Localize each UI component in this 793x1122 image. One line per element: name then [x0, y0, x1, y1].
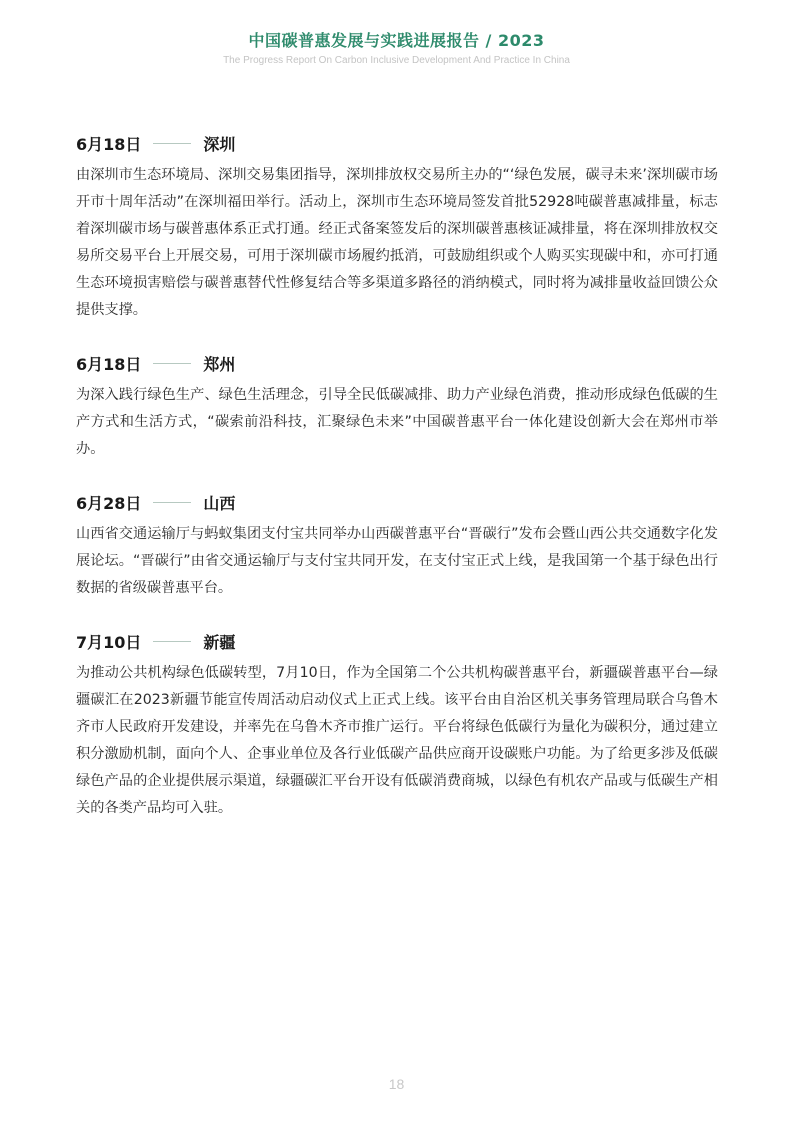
timeline-entry	[76, 489, 718, 602]
entry-location: 新疆	[203, 632, 236, 652]
heading-divider-line	[153, 502, 191, 503]
heading-divider-line	[153, 143, 191, 144]
entry-body-text: 为深入践行绿色生产、绿色生活理念，引导全民低碳减排、助力产业绿色消费，推动形成绿色低碳的生产方式和生活方式，“碳索前沿科技，汇聚绿色未来”中国碳普惠平台一体化建设创新大会在郑州市举办。	[76, 387, 718, 457]
page-header	[0, 30, 793, 68]
entry-location: 郑州	[203, 354, 236, 374]
entry-heading	[76, 350, 718, 376]
entry-date: 6月18日	[76, 134, 142, 154]
entry-location: 深圳	[203, 134, 236, 154]
report-title: 中国碳普惠发展与实践进展报告 / 2023	[248, 31, 545, 50]
entry-heading	[76, 489, 718, 515]
entry-body-text: 由深圳市生态环境局、深圳交易集团指导，深圳排放权交易所主办的“‘绿色发展，碳寻未来’深圳碳市场开市十周年活动”在深圳福田举行。活动上，深圳市生态环境局签发首批52928吨碳普惠减排量，标志着深圳碳市场与碳普惠体系正式打通。经正式备案签发后的深圳碳普惠核证减排量，将在深圳排放权交易所交易平台上开展交易，可用于深圳碳市场履约抵消，可鼓励组织或个人购买实现碳中和，亦可打通生态环境损害赔偿与碳普惠替代性修复结合等多渠道多路径的消纳模式，同时将为减排量收益回馈公众提供支撑。	[76, 167, 718, 318]
entry-date: 7月10日	[76, 632, 142, 652]
entry-date: 6月28日	[76, 493, 142, 513]
entry-body-text: 为推动公共机构绿色低碳转型，7月10日，作为全国第二个公共机构碳普惠平台，新疆碳普惠平台—绿疆碳汇在2023新疆节能宣传周活动启动仪式上正式上线。该平台由自治区机关事务管理局联合乌鲁木齐市人民政府开发建设，并率先在乌鲁木齐市推广运行。平台将绿色低碳行为量化为碳积分，通过建立积分激励机制，面向个人、企事业单位及各行业低碳产品供应商开设碳账户功能。为了给更多涉及低碳绿色产品的企业提供展示渠道，绿疆碳汇平台开设有低碳消费商城，以绿色有机农产品或与低碳生产相关的各类产品均可入驻。	[76, 665, 718, 816]
entry-location: 山西	[203, 493, 236, 513]
main-content	[76, 130, 718, 848]
entry-date: 6月18日	[76, 354, 142, 374]
heading-divider-line	[153, 641, 191, 642]
heading-divider-line	[153, 363, 191, 364]
entry-heading	[76, 628, 718, 654]
timeline-entry	[76, 628, 718, 822]
entry-body-text: 山西省交通运输厅与蚂蚁集团支付宝共同举办山西碳普惠平台“晋碳行”发布会暨山西公共交通数字化发展论坛。“晋碳行”由省交通运输厅与支付宝共同开发，在支付宝正式上线，是我国第一个基于绿色出行数据的省级碳普惠平台。	[76, 526, 718, 596]
timeline-entry	[76, 350, 718, 463]
entry-heading	[76, 130, 718, 156]
page-number: 18	[388, 1076, 405, 1092]
report-subtitle: The Progress Report On Carbon Inclusive Development And Practice In China	[223, 55, 570, 66]
timeline-entry	[76, 130, 718, 324]
